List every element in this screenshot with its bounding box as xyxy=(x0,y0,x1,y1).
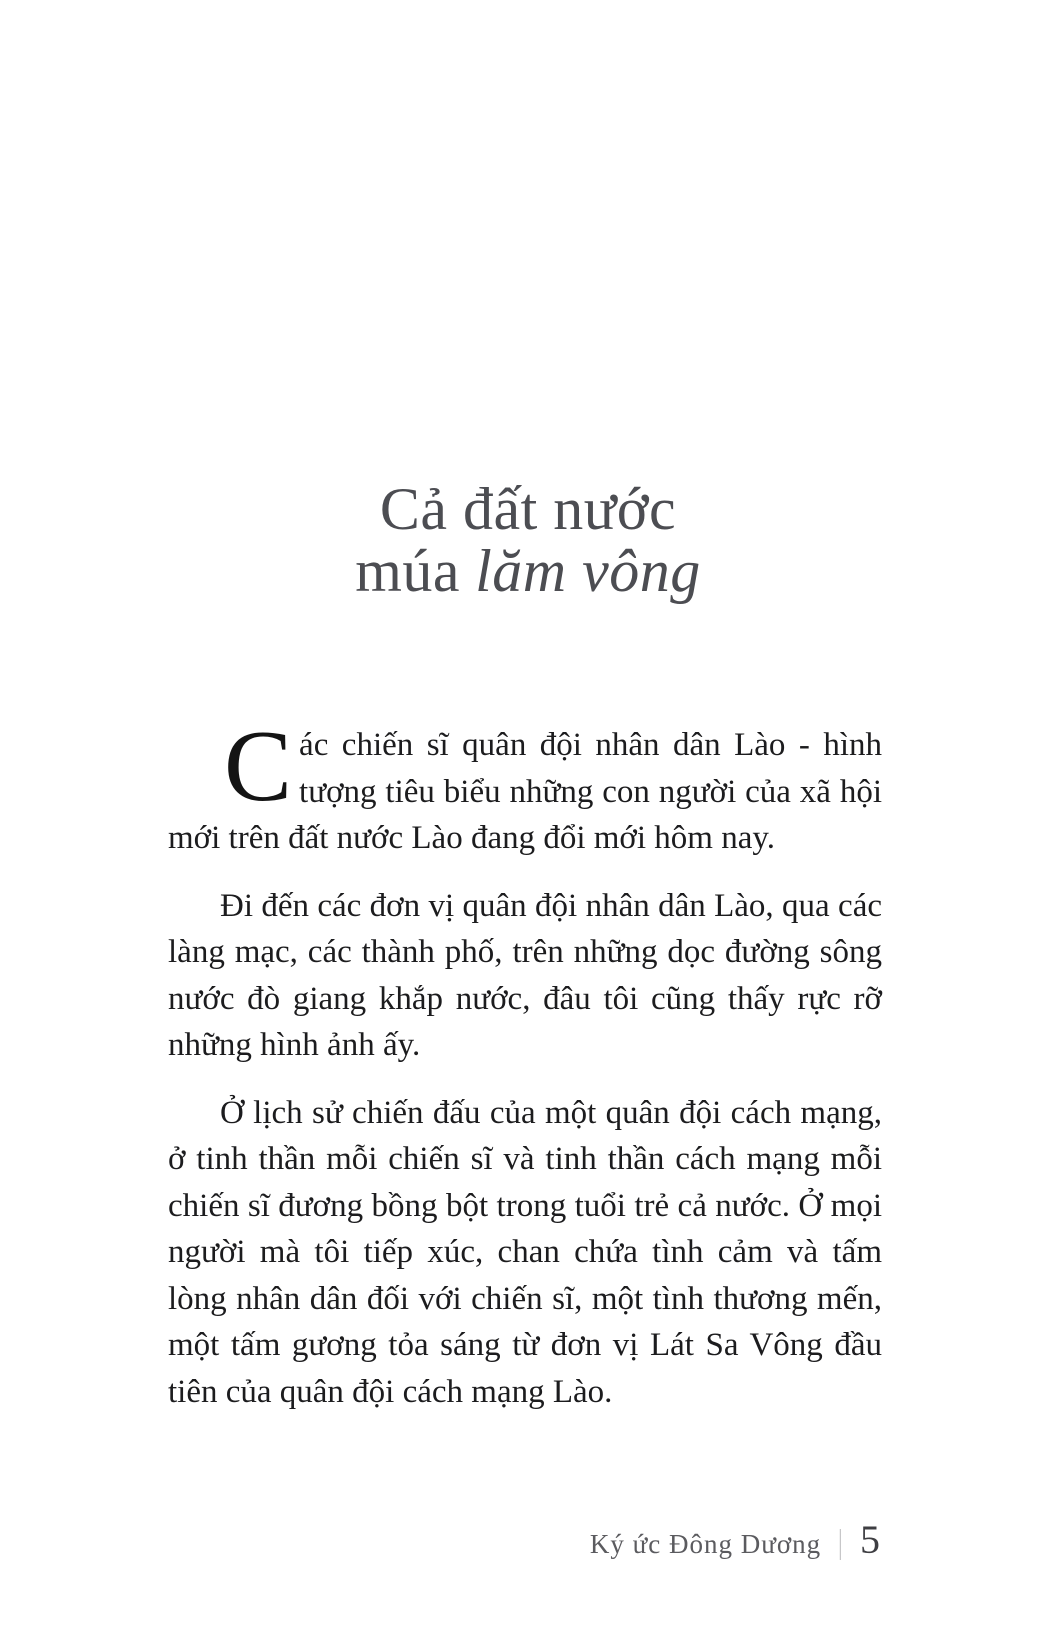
paragraph-with-dropcap xyxy=(168,710,882,862)
paragraph: Ở lịch sử chiến đấu của một quân đội cách mạng, ở tinh thần mỗi chiến sĩ và tinh thần cách mạng mỗi chiến sĩ đương bồng bột trong tuổi trẻ cả nước. Ở mọi người mà tôi tiếp xúc, chan chứa tình cảm và tấm lòng nhân dân đối với chiến sĩ, một tình thương mến, một tấm gương tỏa sáng từ đơn vị Lát Sa Vông đầu tiên của quân đội cách mạng Lào. xyxy=(168,1094,882,1410)
footer-divider: | xyxy=(838,1524,843,1561)
page-number: 5 xyxy=(860,1517,880,1562)
running-footer xyxy=(590,1516,880,1563)
chapter-title xyxy=(0,476,1056,605)
chapter-title-line2-regular: múa xyxy=(355,538,461,605)
paragraph-text: ác chiến sĩ quân đội nhân dân Lào - hình tượng tiêu biểu những con người của xã hội mới trên đất nước Lào đang đổi mới hôm nay. xyxy=(168,727,882,856)
body-text-block xyxy=(168,710,882,1436)
paragraph: Đi đến các đơn vị quân đội nhân dân Lào, qua các làng mạc, các thành phố, trên những dọc đường sông nước đò giang khắp nước, đâu tôi cũng thấy rực rỡ những hình ảnh ấy. xyxy=(168,887,882,1063)
footer-book-title: Ký ức Đông Dương xyxy=(589,1529,822,1559)
drop-cap: C xyxy=(224,710,293,823)
chapter-title-line1: Cả đất nước xyxy=(379,476,677,543)
chapter-title-line2-italic: lăm vông xyxy=(475,538,701,605)
